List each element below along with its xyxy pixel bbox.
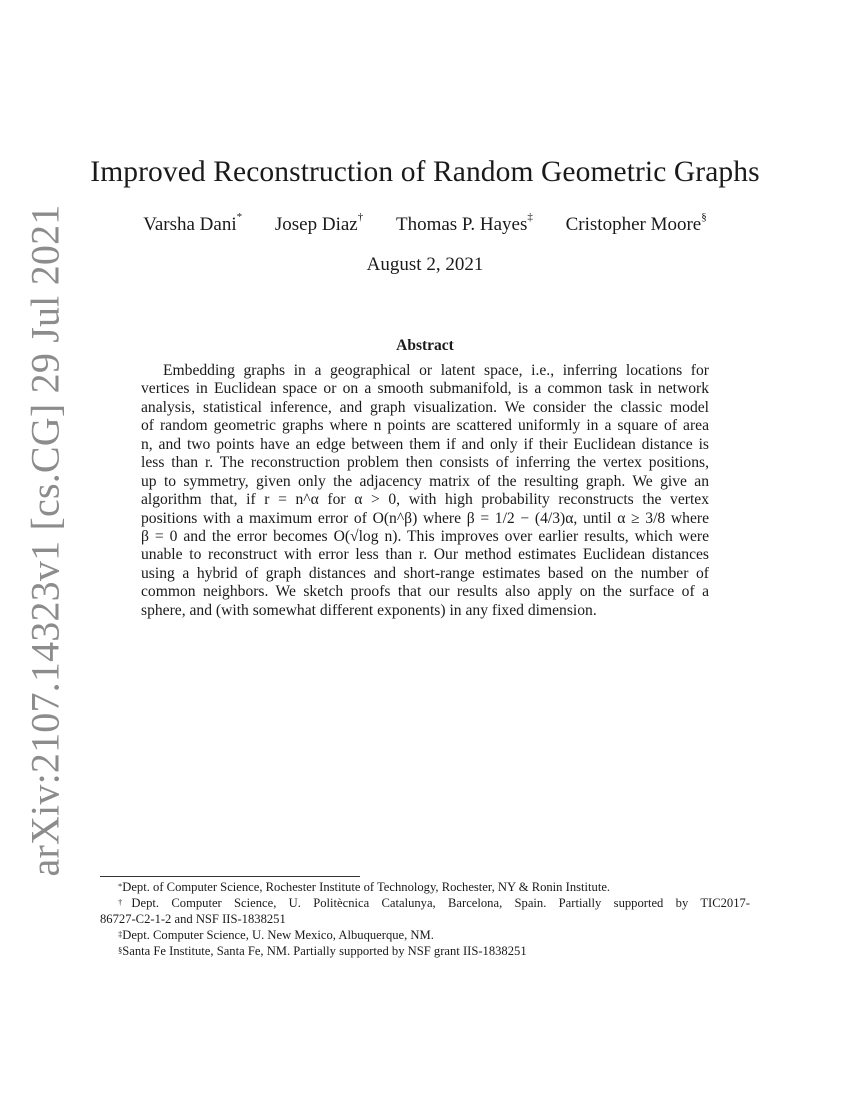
footnote-text: Dept. of Computer Science, Rochester Institute of Technology, Rochester, NY & Ronin Institute. [122, 880, 611, 894]
author [395, 211, 533, 236]
abstract-line: unable to reconstruct with error less than r. Our method estimates Euclidean distances [141, 546, 709, 564]
abstract-line: algorithm that, if r = n^α for α > 0, with high probability reconstructs the vertex [141, 491, 709, 509]
abstract-line: using a hybrid of graph distances and short-range estimates based on the number of [141, 564, 709, 582]
abstract-line: up to symmetry, given only the adjacency matrix of the resulting graph. We give an [141, 472, 709, 490]
author-name: Josep Diaz [274, 214, 358, 235]
abstract-line: analysis, statistical inference, and graph visualization. We consider the classic model [141, 398, 709, 416]
abstract-line: vertices in Euclidean space or on a smooth submanifold, is a common task in network [141, 380, 709, 398]
footnote [100, 880, 750, 896]
author-footnote-mark: ‡ [527, 211, 533, 223]
abstract-line: sphere, and (with somewhat different exponents) in any fixed dimension. [141, 601, 597, 619]
author-footnote-mark: † [357, 211, 364, 223]
abstract-line: Embedding graphs in a geographical or latent space, i.e., inferring locations for [163, 362, 709, 379]
author-list [0, 211, 850, 236]
arxiv-stamp-text: arXiv:2107.14323v1 [cs.CG] 29 Jul 2021 [22, 204, 68, 876]
abstract-line: less than r. The reconstruction problem then consists of inferring the vertex positions, [141, 454, 709, 472]
footnote-mark: * [118, 881, 123, 891]
footnotes [100, 880, 750, 960]
abstract-line: n, and two points have an edge between them if and only if their Euclidean distance is [141, 435, 709, 453]
author [143, 211, 243, 236]
footnote-continuation: 86727-C2-1-2 and NSF IIS-1838251 [100, 911, 286, 926]
abstract-line: β = 0 and the error becomes O(√log n). This improves over earlier results, which were [141, 527, 709, 545]
abstract-line: of random geometric graphs where n points are scattered uniformly in a square of area [141, 417, 709, 435]
author-name: Thomas P. Hayes [395, 214, 528, 235]
footnote [100, 928, 750, 944]
arxiv-identifier-stamp [22, 204, 68, 876]
abstract-heading: Abstract [396, 337, 454, 354]
publication-date: August 2, 2021 [366, 254, 484, 275]
footnote-divider [100, 876, 360, 877]
footnote-text: Dept. Computer Science, U. Politècnica Catalunya, Barcelona, Spain. Partially supported by TIC2017- [131, 895, 750, 910]
author-name: Varsha Dani [143, 214, 237, 235]
paper-title: Improved Reconstruction of Random Geometric Graphs [90, 156, 760, 188]
footnote-text: Dept. Computer Science, U. New Mexico, Albuquerque, NM. [122, 927, 434, 942]
footnote-mark: ‡ [118, 928, 123, 939]
abstract-body [141, 362, 709, 620]
footnote [100, 896, 750, 912]
footnote-mark: § [118, 944, 123, 955]
author-name: Cristopher Moore [565, 214, 702, 235]
footnote [100, 944, 750, 960]
footnote-mark: † [118, 896, 132, 907]
author-footnote-mark: * [236, 211, 243, 223]
author-footnote-mark: § [701, 211, 707, 223]
author [565, 211, 707, 236]
abstract-line: common neighbors. We sketch proofs that our results also apply on the surface of a [141, 583, 709, 601]
abstract-line: positions with a maximum error of O(n^β) where β = 1/2 − (4/3)α, until α ≥ 3/8 where [141, 509, 709, 527]
author [274, 211, 364, 236]
footnote-text: Santa Fe Institute, Santa Fe, NM. Partially supported by NSF grant IIS-1838251 [122, 943, 527, 958]
